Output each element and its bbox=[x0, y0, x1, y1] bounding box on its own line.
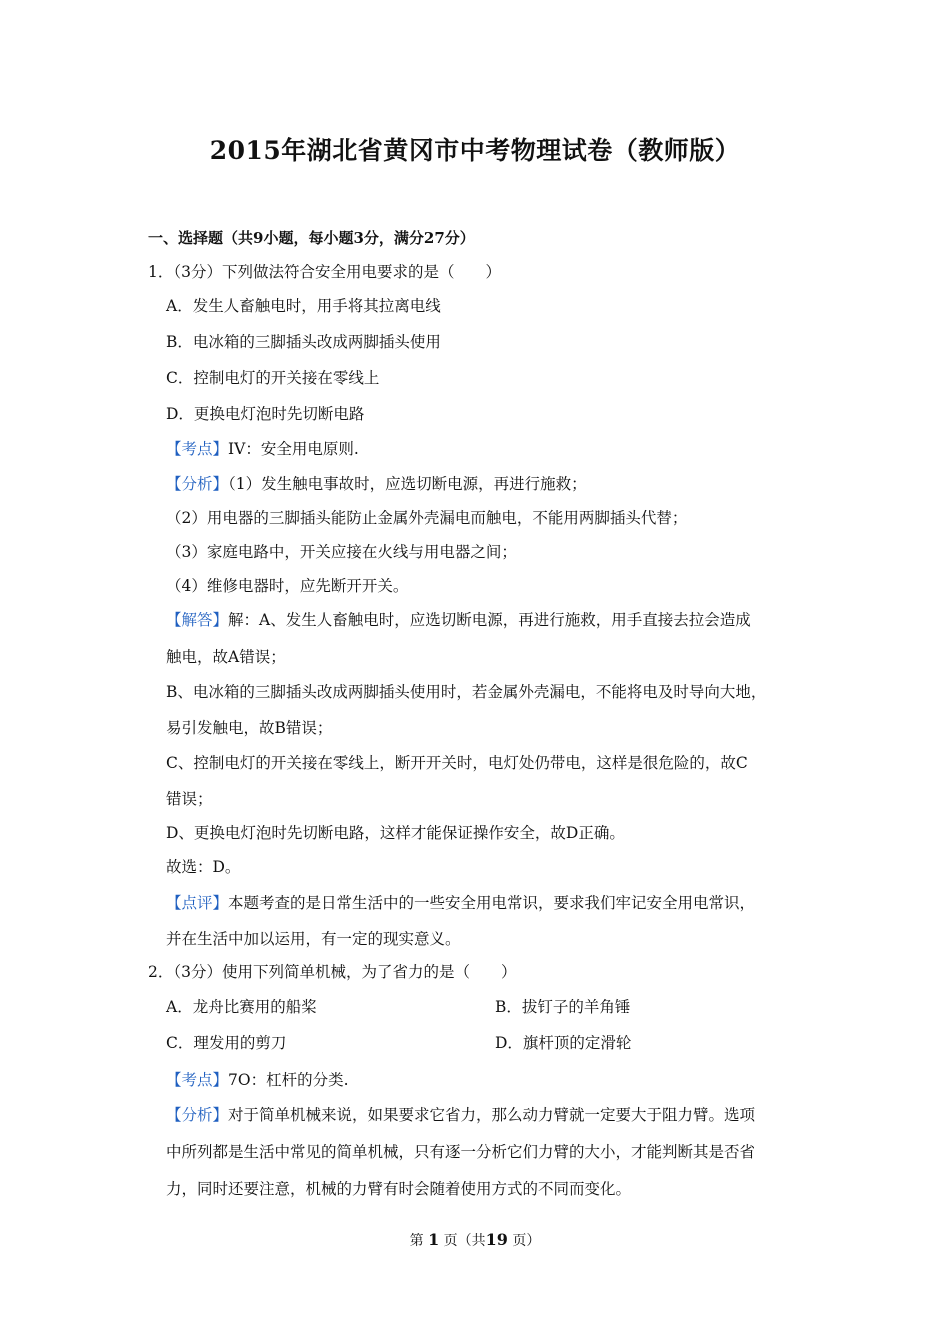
q1-kaodian bbox=[166, 439, 359, 459]
kaodian-text: IV：安全用电原则. bbox=[228, 440, 359, 458]
q1-jieda bbox=[166, 610, 751, 630]
footer-prefix: 第 bbox=[409, 1233, 424, 1249]
q1-option-d: D．更换电灯泡时先切断电路 bbox=[166, 405, 365, 423]
fenxi-tag: 【分析】 bbox=[166, 1106, 229, 1124]
jieda-tag: 【解答】 bbox=[166, 611, 229, 629]
q1-option-b: B．电冰箱的三脚插头改成两脚插头使用 bbox=[166, 333, 441, 351]
page-footer bbox=[0, 1230, 950, 1250]
jieda-text: 解：A、发生人畜触电时，应选切断电源，再进行施救，用手直接去拉会造成 bbox=[228, 611, 751, 629]
q1-dianping bbox=[166, 893, 755, 913]
q2-option-d: D．旗杆顶的定滑轮 bbox=[495, 1034, 632, 1052]
section-heading: 一、选择题（共9小题，每小题3分，满分27分） bbox=[148, 229, 475, 247]
q2-fenxi-line-2: 中所列都是生活中常见的简单机械，只有逐一分析它们力臂的大小，才能判断其是否省 bbox=[166, 1143, 756, 1161]
q1-jieda-line-2: 触电，故A错误； bbox=[166, 648, 286, 666]
page-title: 2015年湖北省黄冈市中考物理试卷（教师版） bbox=[209, 136, 741, 165]
kaodian-tag: 【考点】 bbox=[166, 440, 229, 458]
q1-option-c: C．控制电灯的开关接在零线上 bbox=[166, 369, 380, 387]
q1-jieda-line-8: 故选：D。 bbox=[166, 858, 241, 876]
dianping-tag: 【点评】 bbox=[166, 894, 229, 912]
q2-fenxi bbox=[166, 1105, 755, 1125]
dianping-text: 本题考查的是日常生活中的一些安全用电常识，要求我们牢记安全用电常识， bbox=[228, 894, 756, 912]
page-total: 19 bbox=[485, 1230, 508, 1249]
fenxi-text: （1）发生触电事故时，应选切断电源，再进行施救； bbox=[228, 475, 587, 493]
q1-jieda-line-4: 易引发触电，故B错误； bbox=[166, 719, 333, 737]
q1-jieda-line-5: C、控制电灯的开关接在零线上，断开开关时，电灯处仍带电，这样是很危险的，故C bbox=[166, 754, 748, 772]
question-2-stem: 2．（3分）使用下列简单机械，为了省力的是（ ） bbox=[148, 963, 517, 981]
q1-jieda-line-6: 错误； bbox=[166, 790, 213, 808]
q1-dianping-line-2: 并在生活中加以运用，有一定的现实意义。 bbox=[166, 930, 461, 948]
q2-option-a: A．龙舟比赛用的船桨 bbox=[166, 998, 317, 1016]
footer-middle: 页（共 bbox=[443, 1233, 486, 1249]
footer-suffix: 页） bbox=[512, 1233, 541, 1249]
q2-option-b: B．拔钉子的羊角锤 bbox=[495, 998, 631, 1016]
q1-jieda-line-7: D、更换电灯泡时先切断电路，这样才能保证操作安全，故D正确。 bbox=[166, 824, 625, 842]
q1-jieda-line-3: B、电冰箱的三脚插头改成两脚插头使用时，若金属外壳漏电，不能将电及时导向大地， bbox=[166, 683, 767, 701]
page-number: 1 bbox=[428, 1230, 440, 1249]
q2-option-c: C．理发用的剪刀 bbox=[166, 1034, 287, 1052]
kaodian-tag: 【考点】 bbox=[166, 1071, 229, 1089]
q1-fenxi-line-2: （2）用电器的三脚插头能防止金属外壳漏电而触电，不能用两脚插头代替； bbox=[166, 509, 688, 527]
q1-fenxi bbox=[166, 474, 587, 494]
question-1-stem: 1．（3分）下列做法符合安全用电要求的是（ ） bbox=[148, 263, 501, 281]
kaodian-text: 7O：杠杆的分类. bbox=[228, 1071, 349, 1089]
q1-fenxi-line-4: （4）维修电器时，应先断开开关。 bbox=[166, 577, 409, 595]
q1-fenxi-line-3: （3）家庭电路中，开关应接在火线与用电器之间； bbox=[166, 543, 517, 561]
fenxi-text: 对于简单机械来说，如果要求它省力，那么动力臂就一定要大于阻力臂。选项 bbox=[228, 1106, 756, 1124]
fenxi-tag: 【分析】 bbox=[166, 475, 229, 493]
q1-option-a: A．发生人畜触电时，用手将其拉离电线 bbox=[166, 297, 441, 315]
q2-fenxi-line-3: 力，同时还要注意，机械的力臂有时会随着使用方式的不同而变化。 bbox=[166, 1180, 632, 1198]
q2-kaodian bbox=[166, 1070, 349, 1090]
